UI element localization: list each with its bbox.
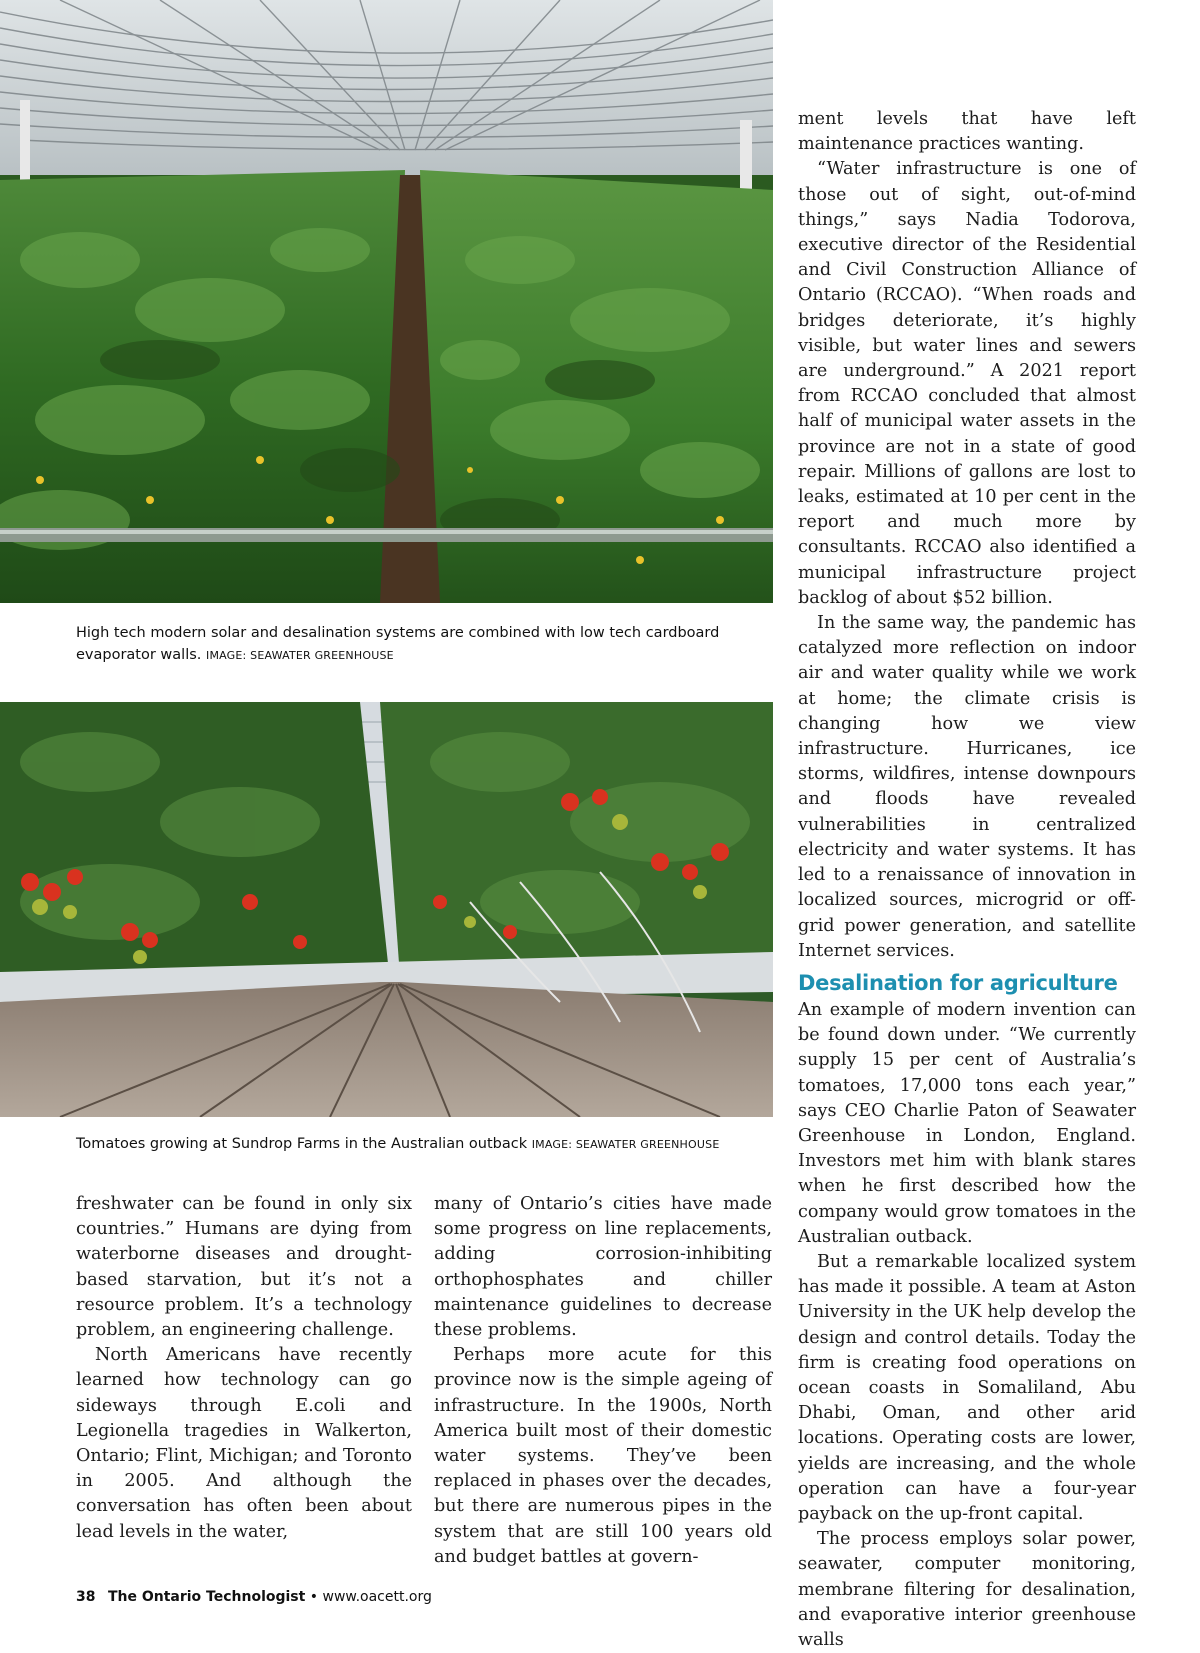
article-column-2 [434,1192,772,1570]
paragraph: North Americans have recently learned how technology can go sideways through E.coli and Legionella tragedies in Walkerton, Ontario; Flint, Michigan; and Toronto in 2005. And although the conversation has often been about lead levels in the water, [76,1345,412,1542]
magazine-name: The Ontario Technologist [107,1589,306,1605]
top-photo-caption [76,622,756,667]
footer-separator: • [309,1589,319,1605]
bottom-photo-caption [76,1133,756,1156]
image-credit: IMAGE: SEAWATER GREENHOUSE [531,1138,720,1151]
article-column-1 [76,1192,412,1545]
paragraph: Perhaps more acute for this province now is the simple ageing of infrastructure. In the 1900s, North America built most of their domestic water systems. They’ve been replaced in phases over the decades, but there are numerous pipes in the system that are still 100 years old and budget battles at govern- [434,1345,772,1567]
paragraph: “Water infrastructure is one of those out of sight, out-of-mind things,” says Nadia Todorova, executive director of the Residential and Civil Construction Alliance of Ontario (RCCAO). “When roads and bridges deteriorate, it’s highly visible, but water lines and sewers are underground.” A 2021 report from RCCAO concluded that almost half of municipal water assets in the province are not in a state of good repair. Millions of gallons are lost to leaks, estimated at 10 per cent in the report and much more by consultants. RCCAO also identified a municipal infrastructure project backlog of about $52 billion. [798,159,1136,608]
paragraph: freshwater can be found in only six countries.” Humans are dying from waterborne diseases and drought-based starvation, but it’s not a resource problem. It’s a technology problem, an engineering challenge. [76,1194,412,1341]
paragraph: many of Ontario’s cities have made some progress on line replacements, adding corrosion-inhibiting orthophosphates and chiller maintenance guidelines to decrease these problems. [434,1194,772,1341]
section-subheading: Desalination for agriculture [798,970,1118,995]
paragraph: ment levels that have left maintenance practices wanting. [798,109,1136,155]
page-footer [76,1589,432,1605]
caption-text: Tomatoes growing at Sundrop Farms in the Australian outback [76,1136,528,1152]
article-column-3 [798,107,1136,1653]
paragraph: But a remarkable localized system has made it possible. A team at Aston University in the UK help develop the design and control details. Today the firm is creating food operations on ocean coasts in Somaliland, Abu Dhabi, Oman, and other arid locations. Operating costs are lower, yields are increasing, and the whole operation can have a four-year payback on the up-front capital. [798,1251,1136,1524]
caption-text: High tech modern solar and desalination systems are combined with low tech cardboard evaporator walls. [76,625,720,663]
tomato-greenhouse-photo [0,702,773,1117]
paragraph: In the same way, the pandemic has catalyzed more reflection on indoor air and water quality while we work at home; the climate crisis is changing how we view infrastructure. Hurricanes, ice storms, wildfires, intense downpours and floods have revealed vulnerabilities in centralized electricity and water systems. It has led to a renaissance of innovation in localized sources, microgrid or off-grid power generation, and satellite Internet services. [798,613,1136,961]
paragraph: The process employs solar power, seawater, computer monitoring, membrane filtering for desalination, and evaporative interior greenhouse walls [798,1529,1136,1650]
magazine-url[interactable]: www.oacett.org [322,1589,432,1605]
greenhouse-cucumber-photo [0,0,773,603]
image-credit: IMAGE: SEAWATER GREENHOUSE [206,649,394,662]
paragraph: An example of modern invention can be found down under. “We currently supply 15 per cent of Australia’s tomatoes, 17,000 tons each year,” says CEO Charlie Paton of Seawater Greenhouse in London, England. Investors met him with blank stares when he first described how the company would grow tomatoes in the Australian outback. [798,999,1136,1247]
page-number: 38 [76,1589,96,1605]
